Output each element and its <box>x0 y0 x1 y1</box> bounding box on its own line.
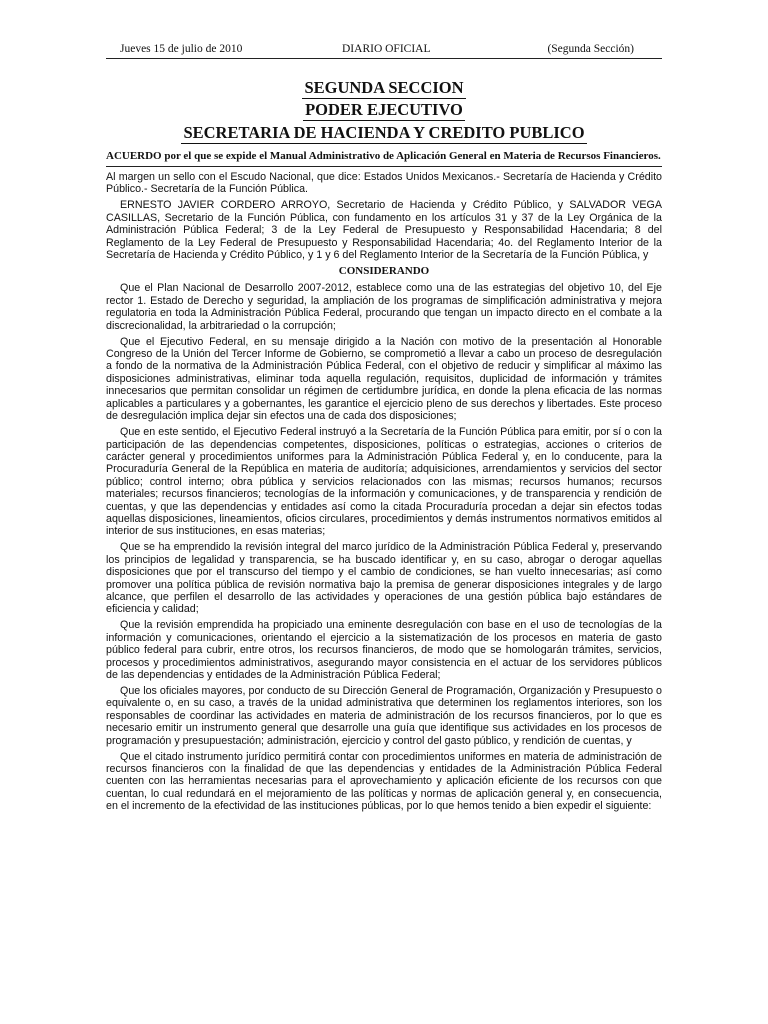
document-body <box>106 171 662 813</box>
document-page <box>106 40 662 816</box>
header-date: Jueves 15 de julio de 2010 <box>120 43 243 55</box>
intro-paragraph: ERNESTO JAVIER CORDERO ARROYO, Secretario de Hacienda y Crédito Público, y SALVADOR VEGA CASILLAS, Secretario de la Función Pública, con fundamento en los artículos 31 y 37 de la Ley Orgánica de la Administración Pública Federal; 3 de la Ley Federal de Presupuesto y Responsabilidad Hacendaria; 8 del Reglamento de la Ley Federal de Presupuesto y Responsabilidad Hacendaria; 4o. del Reglamento Interior de la Secretaría de Hacienda y Crédito Público, y 1 y 6 del Reglamento Interior de la Secretaría de la Función Pública, y <box>106 199 662 262</box>
branch-title: PODER EJECUTIVO <box>305 100 463 119</box>
considerando-paragraph: Que la revisión emprendida ha propiciado una eminente desregulación con base en el uso de tecnologías de la información y comunicaciones, orientando el ejercicio a la sistematización de los procesos en materia de gasto público federal para cubrir, entre otros, los recursos financieros, de modo que se homologarán trámites, servicios, procesos y procedimientos administrativos, asegurando mayor consistencia en el actuar de los servidores públicos de las dependencias y entidades de la Administración Pública Federal; <box>106 619 662 681</box>
considerando-paragraph: Que en este sentido, el Ejecutivo Federal instruyó a la Secretaría de la Función Pública para emitir, por sí o con la participación de las dependencias competentes, disposiciones, políticas o estrategias, acciones o criterios de carácter general y procedimientos uniformes para la Administración Pública Federal y, en lo conducente, para la Procuraduría General de la República en materia de auditoría; adquisiciones, arrendamientos y servicios del sector público; control interno; obra pública y servicios relacionados con las mismas; recursos humanos; recursos materiales; recursos financieros; tecnologías de la información y comunicaciones, y de transparencia y rendición de cuentas, y que las dependencias y entidades así como la citada Procuraduría procedan a dejar sin efectos todas aquellas disposiciones, lineamientos, oficios circulares, procedimientos y demás instrumentos normativos emitidos al interior de sus instituciones, en esas materias; <box>106 426 662 538</box>
considerando-heading: CONSIDERANDO <box>338 265 430 278</box>
intro-paragraph: Al margen un sello con el Escudo Nacional, que dice: Estados Unidos Mexicanos.- Secretaría de Hacienda y Crédito Público.- Secretaría de la Función Pública. <box>106 171 662 196</box>
considerando-paragraph: Que el Ejecutivo Federal, en su mensaje dirigido a la Nación con motivo de la presentación al Honorable Congreso de la Unión del Tercer Informe de Gobierno, se comprometió a llevar a cabo un proceso de desregulación a fondo de la normativa de la Administración Pública Federal, con el objetivo de reducir y simplificar al máximo las disposiciones administrativas, eliminar toda aquella regulación, requisitos, duplicidad de información y trámites innecesarios que permitan consolidar un régimen de certidumbre jurídica, en donde la plena eficacia de las normas aplicables a particulares y a gobernantes, les garantice el ejercicio pleno de sus derechos y libertades. Este proceso de desregulación implica dejar sin efectos una de cada dos disposiciones; <box>106 335 662 423</box>
header-publication: DIARIO OFICIAL <box>342 43 431 55</box>
considerando-paragraph: Que el citado instrumento jurídico permitirá contar con procedimientos uniformes en materia de administración de recursos financieros con la finalidad de que las dependencias y entidades de la Administración Pública Federal cuenten con las herramientas necesarias para el aprovechamiento y aplicación eficiente de los recursos con que cuentan, lo cual redundará en el mejoramiento de las políticas y normas de aplicación general y, en consecuencia, en el incremento de la efectividad de las instituciones públicas, por lo que hemos tenido a bien expedir el siguiente: <box>106 750 662 813</box>
header-section: (Segunda Sección) <box>547 43 634 55</box>
running-header <box>106 40 662 59</box>
ministry-title: SECRETARIA DE HACIENDA Y CREDITO PUBLICO <box>183 123 585 142</box>
considerando-paragraph: Que los oficiales mayores, por conducto de su Dirección General de Programación, Organización y Presupuesto o equivalente o, en su caso, a través de la unidad administrativa que determinen los reglamentos interiores, son los responsables de coordinar las actividades en materia de administración de los recursos financieros, por lo que es necesario emitir un instrumento general que desarrolle una guía que identifique sus actividades en los procesos de programación y presupuestación; administración, ejercicio y control del gasto público, y rendición de cuentas, y <box>106 685 662 747</box>
agreement-title: ACUERDO por el que se expide el Manual Administrativo de Aplicación General en Materia de Recursos Financieros. <box>106 150 662 167</box>
considerando-paragraph: Que el Plan Nacional de Desarrollo 2007-2012, establece como una de las estrategias del objetivo 10, del Eje rector 1. Estado de Derecho y seguridad, la ampliación de los programas de simplificación administrativa y mejora regulatoria en toda la Administración Pública Federal, procurando que tengan un impacto directo en el combate a la discrecionalidad, la arbitrariedad o la corrupción; <box>106 282 662 332</box>
section-title: SEGUNDA SECCION <box>304 78 464 97</box>
considerando-paragraph: Que se ha emprendido la revisión integral del marco jurídico de la Administración Pública Federal y, preservando los principios de legalidad y transparencia, se ha buscado identificar y, en su caso, abrogar o derogar aquellas disposiciones que por el transcurso del tiempo y el cambio de condiciones, se han vuelto innecesarias; así como promover una política pública de revisión normativa bajo la premisa de generar disposiciones integrales y de largo alcance, que perfilen el desarrollo de las actividades y operaciones de una gestión pública bajo estándares de eficiencia y calidad; <box>106 541 662 616</box>
